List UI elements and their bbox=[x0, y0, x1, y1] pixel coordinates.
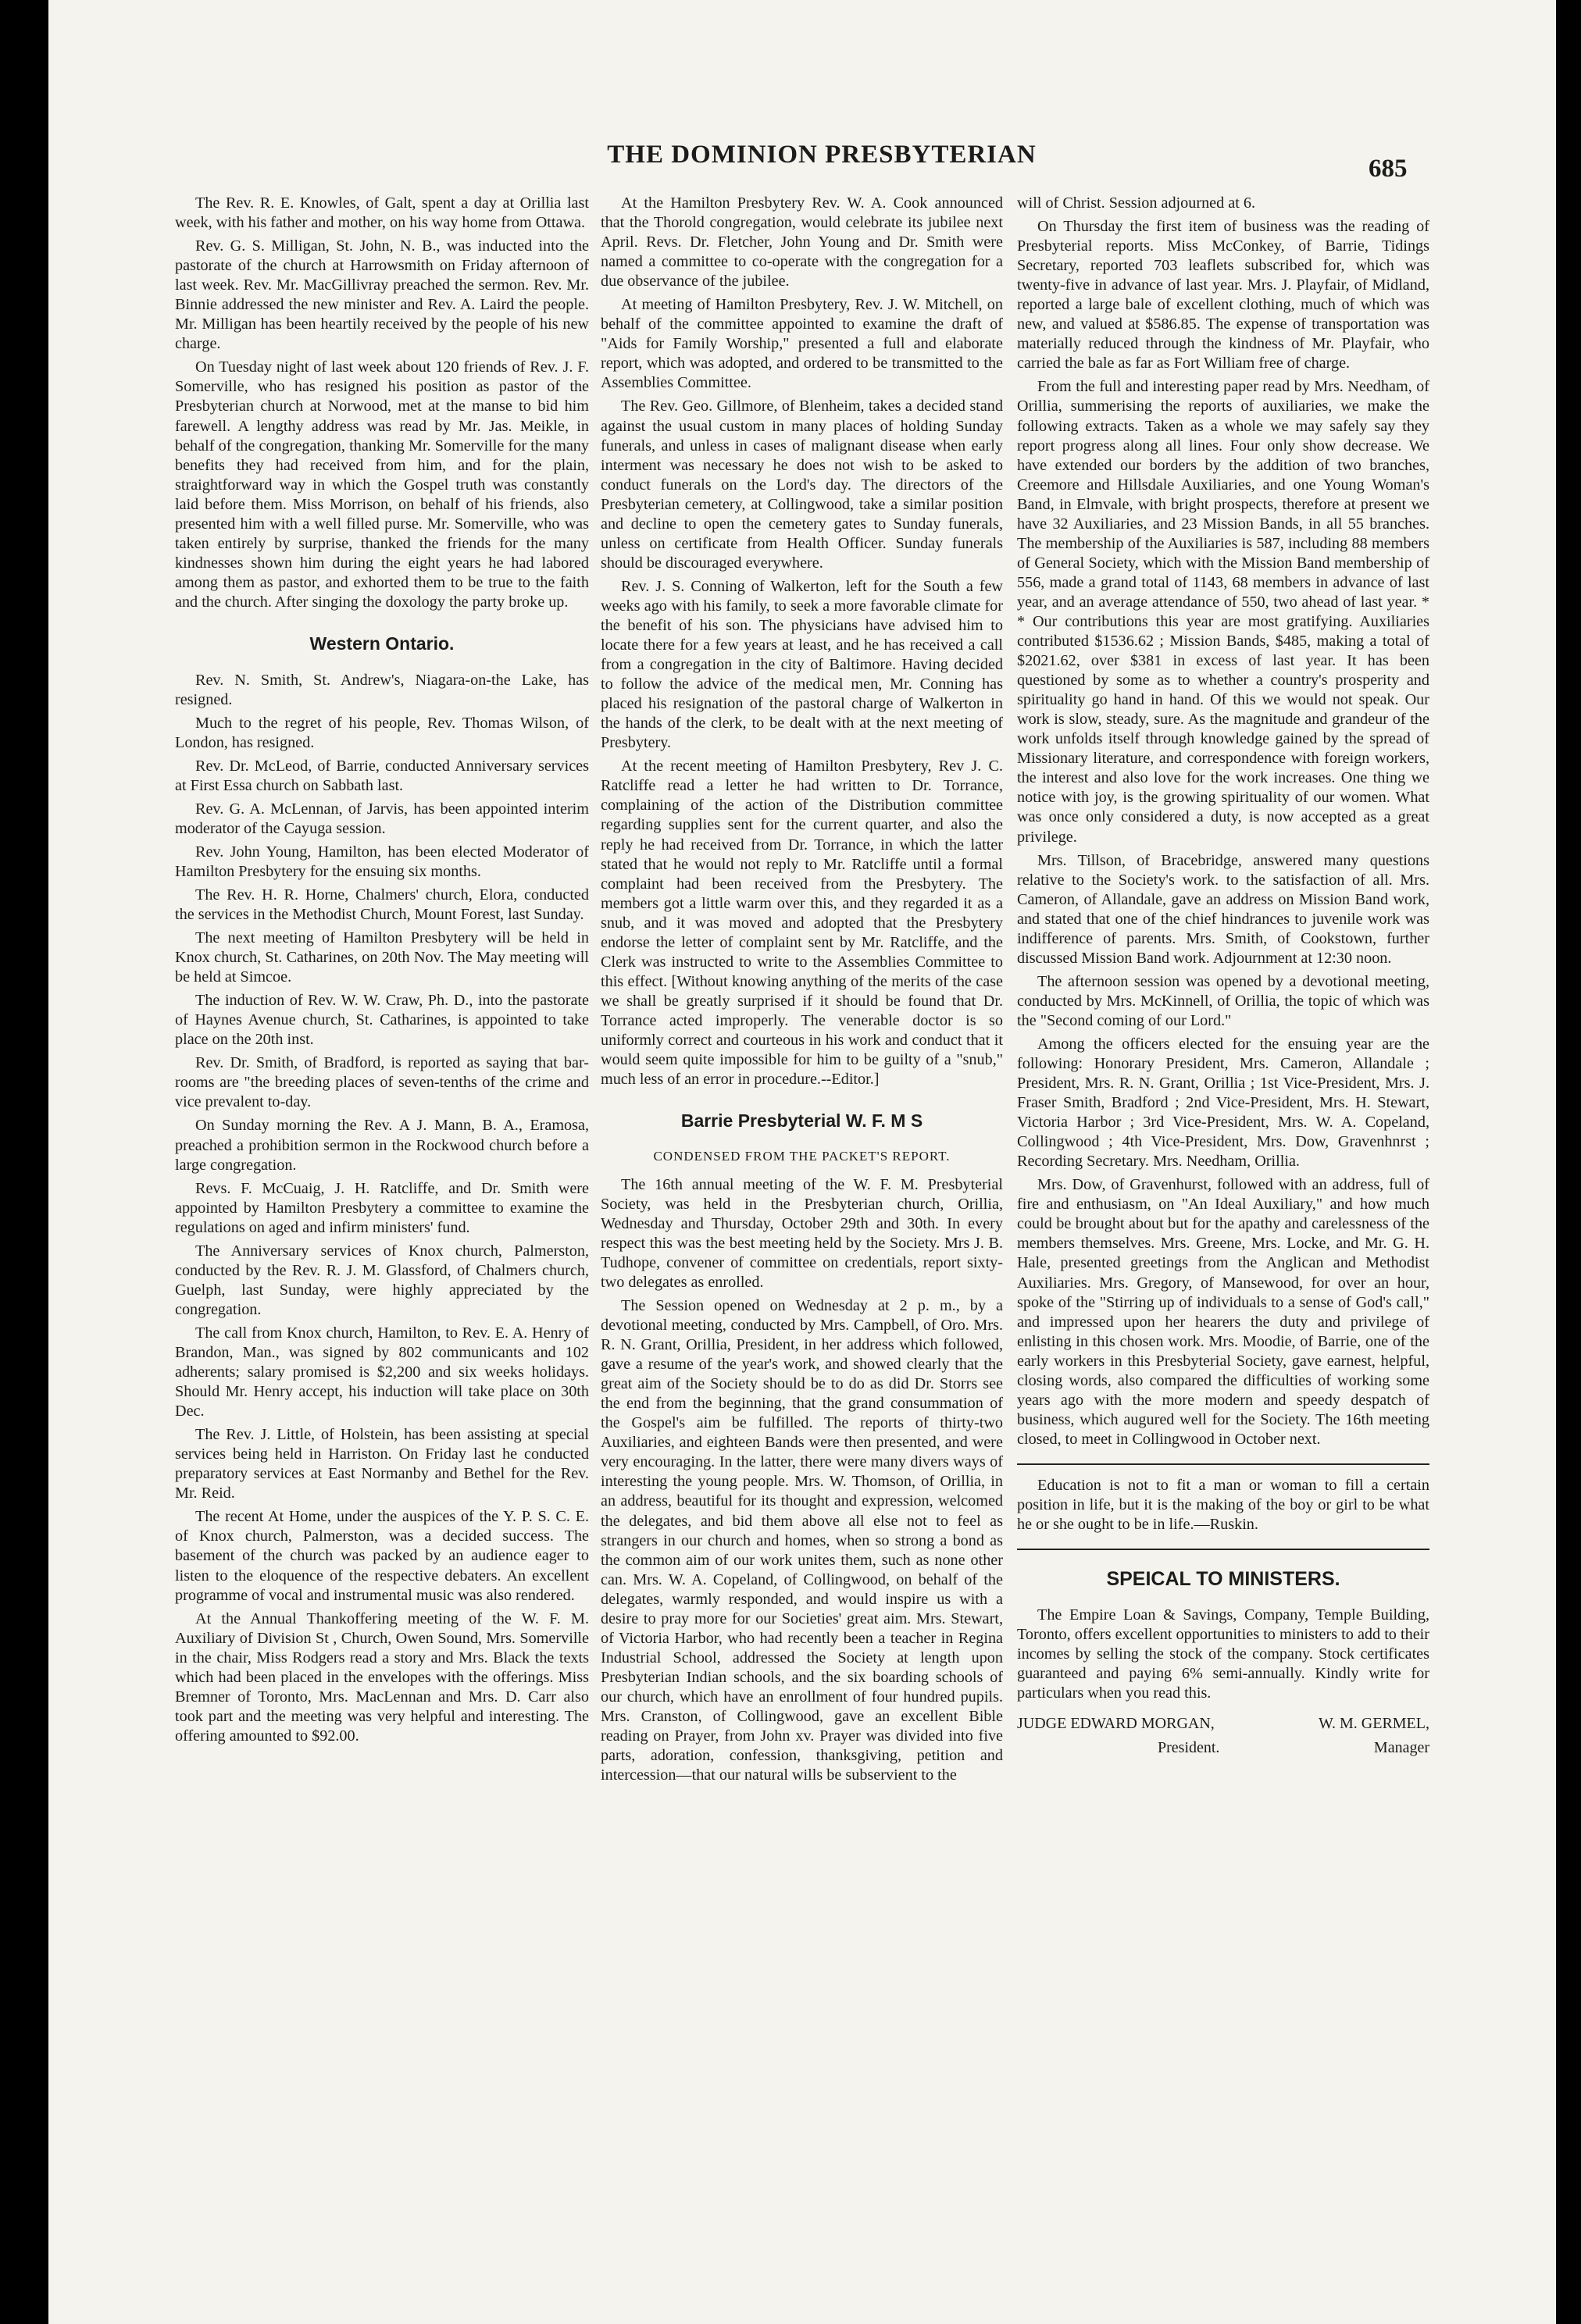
news-item: Revs. F. McCuaig, J. H. Ratcliffe, and Dr. Smith were appointed by Hamilton Presbytery a committee to examine the regulations on aged and infirm ministers' fund. bbox=[175, 1179, 589, 1236]
ad-title: SPEICAL TO MINISTERS. bbox=[1106, 1568, 1340, 1591]
section-heading-western-ontario: Western Ontario. bbox=[309, 633, 455, 654]
column-3 bbox=[1017, 194, 1429, 1758]
news-item: Rev. Dr. McLeod, of Barrie, conducted Anniversary services at First Essa church on Sabbath last. bbox=[175, 757, 589, 794]
news-item: The induction of Rev. W. W. Craw, Ph. D., into the pastorate of Haynes Avenue church, St. Catharines, is appointed to take place on the 20th inst. bbox=[175, 992, 589, 1049]
news-item: The Anniversary services of Knox church, Palmerston, conducted by the Rev. R. J. M. Glassford, of Chalmers church, Guelph, last Sunday, were highly appreciated by the congregation. bbox=[175, 1242, 589, 1318]
article-paragraph: The Rev. Geo. Gillmore, of Blenheim, takes a decided stand against the usual custom in many places of holding Sunday funerals, and unless in cases of malignant disease when early interment was necessary he does not wish to be asked to conduct funerals on the Lord's day. The directors of the Presbyterian cemetery, at Collingwood, take a similar position and decline to open the cemetery gates to Sunday funerals, unless on certificate from Health Officer. Sunday funerals should be discouraged everywhere. bbox=[601, 397, 1003, 572]
news-item: Rev. John Young, Hamilton, has been elected Moderator of Hamilton Presbytery for the ensuing six months. bbox=[175, 843, 589, 880]
column-2 bbox=[601, 194, 1003, 1789]
article-paragraph: At meeting of Hamilton Presbytery, Rev. J. W. Mitchell, on behalf of the committee appointed to examine the draft of "Aids for Family Worship," presented a full and elaborate report, which was adopted, and ordered to be transmitted to the Assemblies Committee. bbox=[601, 296, 1003, 392]
news-item: The Rev. H. R. Horne, Chalmers' church, Elora, conducted the services in the Methodist Church, Mount Forest, last Sunday. bbox=[175, 886, 589, 924]
divider bbox=[1017, 1549, 1429, 1550]
report-paragraph: The afternoon session was opened by a devotional meeting, conducted by Mrs. McKinnell, of Orillia, the topic of which was the "Second coming of our Lord." bbox=[1017, 972, 1429, 1029]
report-paragraph: The 16th annual meeting of the W. F. M. Presbyterial Society, was held in the Presbyterian church, Orillia, Wednesday and Thursday, October 29th and 30th. In every respect this was the best meeting held by the Society. Mrs J. B. Tudhope, convener of committee on credentials, report sixty-two delegates as enrolled. bbox=[601, 1175, 1003, 1291]
ad-signatures bbox=[1017, 1714, 1429, 1758]
article-paragraph: At the Hamilton Presbytery Rev. W. A. Cook announced that the Thorold congregation, would celebrate its jubilee next April. Revs. Dr. Fletcher, John Young and Dr. Smith were named a committee to co-operate with the congregation for a due observance of the jubilee. bbox=[601, 194, 1003, 290]
news-item: Rev. G. A. McLennan, of Jarvis, has been appointed interim moderator of the Cayuga session. bbox=[175, 800, 589, 837]
article-paragraph: The Rev. R. E. Knowles, of Galt, spent a day at Orillia last week, with his father and mother, on his way home from Ottawa. bbox=[175, 194, 589, 232]
article-paragraph: At the recent meeting of Hamilton Presbytery, Rev J. C. Ratcliffe read a letter he had written to Dr. Torrance, complaining of the action of the Distribution committee regarding supplies sent for the current quarter, and also the reply he had received from Dr. Torrance, in which the latter stated that he would not reply to Mr. Ratcliffe until a formal complaint had been received from the Presbytery. The members got a little warm over this, and they regarded it as a snub, and it was moved and adopted that the Presbytery endorse the letter of complaint sent by Mr. Ratcliffe, and the Clerk was instructed to write to the Assemblies Committee to this effect. [Without knowing anything of the merits of the case we shall be greatly surprised if it should be found that Dr. Torrance acted improperly. The venerable doctor is so uniformly correct and courteous in his work and conduct that it would seem quite impossible for him to be guilty of a "snub," much less of an error in procedure.--Editor.] bbox=[601, 757, 1003, 1089]
column-1 bbox=[175, 194, 589, 1750]
news-item: At the Annual Thankoffering meeting of the W. F. M. Auxiliary of Division St , Church, Owen Sound, Mrs. Somerville in the chair, Miss Rodgers read a story and Mrs. Black the texts which had been placed in the envelopes with the offerings. Miss Bremner of Toronto, Mrs. MacLennan and Mrs. D. Carr also took part and the meeting was very helpful and interesting. The offering amounted to $92.00. bbox=[175, 1609, 589, 1745]
report-paragraph: The Session opened on Wednesday at 2 p. m., by a devotional meeting, conducted by Mrs. Campbell, of Oro. Mrs. R. N. Grant, Orillia, President, in her address which followed, gave a resume of the year's work, and showed clearly that the great aim of the Society should be to do as did Dr. Storrs see the end from the beginning, that the grand consummation of the Gospel's aim be fulfilled. The reports of thirty-two Auxiliaries, and eighteen Bands were then presented, and were very encouraging. In the latter, there were many divers ways of interesting the young people. Mrs. W. Thomson, of Orillia, in an address, beautiful for its thought and expression, welcomed the delegates, and bid them above all else not to feel as strangers in our church and homes, when so strong a bond as the common aim of our work unites them, such as none other can. Mrs. W. A. Copeland, of Collingwood, on behalf of the delegates, warmly responded, and would inspire us with a desire to pray more for our Societies' great aim. Mrs. Stewart, of Victoria Harbor, who had recently been a teacher in Regina Industrial School, addressed the Society at length upon Presbyterian Indian schools, and the six boarding schools of our church, which have an enrollment of four hundred pupils. Mrs. Cranston, of Collingwood, gave an excellent Bible reading on Prayer, from John xv. Prayer was divided into five parts, adoration, confession, thanksgiving, petition and intercession—that our natural wills be subservient to the bbox=[601, 1296, 1003, 1784]
report-paragraph: Mrs. Dow, of Gravenhurst, followed with an address, full of fire and enthusiasm, on "An Ideal Auxiliary," and how much could be brought about but for the apathy and carelessness of the members themselves. Mrs. Greene, Mrs. Locke, and Mr. G. H. Hale, presented greetings from the Anglican and Methodist Auxiliaries. Mrs. Gregory, of Mansewood, for over an hour, spoke of the "Stirring up of individuals to a sense of God's call," and impressed upon her hearers the duty and privilege of enlisting in this chosen work. Mrs. Moodie, of Barrie, one of the early workers in this Presbyterial Society, gave earnest, helpful, closing words, also compared the difficulties of working some years ago with the more modern and speedy despatch of business, which augured well for the Society. The 16th meeting closed, to meet in Collingwood in October next. bbox=[1017, 1176, 1429, 1448]
signer-manager-name: W. M. GERMEL, bbox=[1318, 1715, 1429, 1733]
divider bbox=[1017, 1463, 1429, 1465]
ad-body: The Empire Loan & Savings, Company, Temple Building, Toronto, offers excellent opportunities to ministers to add to their incomes by selling the stock of the company. Stock certificates guaranteed and paying 6% semi-annually. Kindly write for particulars when you read this. bbox=[1017, 1606, 1429, 1702]
report-paragraph: Mrs. Tillson, of Bracebridge, answered many questions relative to the Society's work. to the satisfaction of all. Mrs. Cameron, of Allandale, gave an address on Mission Band work, and stated that one of the chief hindrances to juvenile work was indifference of parents. Mrs. Smith, of Cookstown, further discussed Mission Band work. Adjournment at 12:30 noon. bbox=[1017, 851, 1429, 967]
masthead: THE DOMINION PRESBYTERIAN bbox=[607, 141, 1037, 169]
signer-manager-title: Manager bbox=[1373, 1739, 1429, 1757]
news-item: Rev. N. Smith, St. Andrew's, Niagara-on-the Lake, has resigned. bbox=[175, 671, 589, 708]
signer-president-title: President. bbox=[1158, 1739, 1220, 1757]
signer-president-name: JUDGE EDWARD MORGAN, bbox=[1017, 1715, 1215, 1733]
article-paragraph: Rev. J. S. Conning of Walkerton, left for the South a few weeks ago with his family, to seek a more favorable climate for the benefit of his son. The physicians have advised him to locate there for a few years at least, and he has received a call from a congregation in the city of Baltimore. Having decided to follow the advice of the medical men, Mr. Conning has placed his resignation of the pastoral charge of Walkerton in the hands of the clerk, to be dealt with at the next meeting of Presbytery. bbox=[601, 577, 1003, 752]
news-item: The Rev. J. Little, of Holstein, has been assisting at special services being held in Harriston. On Friday last he conducted preparatory services at East Normanby and Bethel for the Rev. Mr. Reid. bbox=[175, 1426, 589, 1502]
report-paragraph: On Thursday the first item of business was the reading of Presbyterial reports. Miss McConkey, of Barrie, Tidings Secretary, reported 703 leaflets subscribed for, which was twenty-five in advance of last year. Mrs. J. Playfair, of Midland, reported a large bale of excellent clothing, much of which was new, and valued at $586.85. The expense of transportation was materially reduced through the kindness of Mr. Playfair, who carried the bale as far as Fort William free of charge. bbox=[1017, 218, 1429, 372]
news-item: The next meeting of Hamilton Presbytery will be held in Knox church, St. Catharines, on 20th Nov. The May meeting will be held at Simcoe. bbox=[175, 929, 589, 986]
report-paragraph: will of Christ. Session adjourned at 6. bbox=[1017, 194, 1256, 212]
report-paragraph: Among the officers elected for the ensuing year are the following: Honorary President, Mrs. Cameron, Allandale ; President, Mrs. R. N. Grant, Orillia ; 1st Vice-President, Mrs. J. Fraser Smith, Bradford ; 2nd Vice-President, Mrs. H. Stewart, Victoria Harbor ; 3rd Vice-President, Mrs. W. A. Copeland, Collingwood ; 4th Vice-President, Mrs. Dow, Gravenhnrst ; Recording Secretary. Mrs. Needham, Orillia. bbox=[1017, 1035, 1429, 1171]
page-number: 685 bbox=[1369, 155, 1408, 183]
article-paragraph: Rev. G. S. Milligan, St. John, N. B., was inducted into the pastorate of the church at Harrowsmith on Friday afternoon of last week. Rev. Mr. MacGillivray preached the sermon. Rev. Mr. Binnie addressed the new minister and Rev. A. Laird the people. Mr. Milligan has been heartily received by the people of his new charge. bbox=[175, 237, 589, 353]
news-item: On Sunday morning the Rev. A J. Mann, B. A., Eramosa, preached a prohibition sermon in the Rockwood church before a large congregation. bbox=[175, 1117, 589, 1174]
report-paragraph: From the full and interesting paper read by Mrs. Needham, of Orillia, summerising the reports of auxiliaries, we make the following extracts. Taken as a whole we may safely say they report progress along all lines. Four only show decrease. We have extended our borders by the addition of two branches, Creemore and Hillsdale Auxiliaries, and one Young Woman's Band, in Elmvale, with bright prospects, therefore at present we have 32 Auxiliaries, and 23 Mission Bands, in all 55 branches. The membership of the Auxiliaries is 587, including 88 members of General Society, which with the Mission Band membership of 556, made a grand total of 1143, 68 members in advance of last year, and an average attendance of 550, two ahead of last year. * * Our contributions this year are most gratifying. Auxiliaries contributed $1536.62 ; Mission Bands, $485, making a total of $2021.62, over $381 in excess of last year. It has been questioned by some as to whether a country's prosperity and spirituality go hand in hand. Of this we would not speak. Our work is slow, steady, sure. As the magnitude and grandeur of the work unfolds itself through knowledge gained by the spread of Missionary literature, and correspondence with foreign workers, the interest and also love for the work increases. One thing we notice with joy, is the growing spirituality of our women. What was once only considered a duty, is now accepted as a great privilege. bbox=[1017, 378, 1429, 846]
news-item: The call from Knox church, Hamilton, to Rev. E. A. Henry of Brandon, Man., was signed by 802 communicants and 102 adherents; salary promised is $2,200 and six weeks holidays. Should Mr. Henry accept, his induction will take place on 30th Dec. bbox=[175, 1324, 589, 1420]
article-paragraph: On Tuesday night of last week about 120 friends of Rev. J. F. Somerville, who has resigned his position as pastor of the Presbyterian church at Norwood, met at the manse to bid him farewell. A lengthy address was read by Mr. Jas. Meikle, in behalf of the congregation, thanking Mr. Somerville for the many benefits they had received from him, and for the plain, straightforward way in which the Gospel truth was constantly laid before them. Miss Morrison, on behalf of his friends, also presented him with a well filled purse. Mr. Somerville, who was taken entirely by surprise, thanked the friends for the many kindnesses shown him during the eight years he had labored among them as pastor, and exhorted them to be true to the faith and the church. After singing the doxology the party broke up. bbox=[175, 358, 589, 611]
ruskin-quote: Education is not to fit a man or woman to fill a certain position in life, but it is the making of the boy or girl to be what he or she ought to be in life.—Ruskin. bbox=[1017, 1476, 1429, 1534]
section-heading-barrie-presbyterial: Barrie Presbyterial W. F. M S bbox=[680, 1110, 923, 1132]
news-item: The recent At Home, under the auspices of the Y. P. S. C. E. of Knox church, Palmerston, was a decided success. The basement of the church was packed by an audience eager to listen to the eloquence of the respective debaters. An excellent programme of vocal and instrumental music was also rendered. bbox=[175, 1508, 589, 1604]
news-item: Much to the regret of his people, Rev. Thomas Wilson, of London, has resigned. bbox=[175, 714, 589, 751]
section-subheading: CONDENSED FROM THE PACKET'S REPORT. bbox=[653, 1148, 951, 1164]
newspaper-page bbox=[48, 0, 1556, 2324]
news-item: Rev. Dr. Smith, of Bradford, is reported as saying that bar-rooms are "the breeding places of seven-tenths of the crime and vice prevalent to-day. bbox=[175, 1054, 589, 1111]
